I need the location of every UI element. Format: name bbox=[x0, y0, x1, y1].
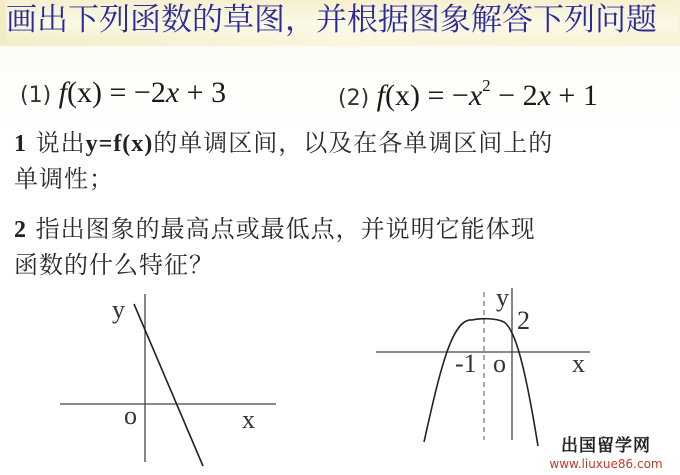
function-2-x-squared: x bbox=[468, 79, 483, 112]
function-2-number: (2) bbox=[338, 86, 370, 111]
question-2-text: 指出图象的最高点或最低点，并说明它能体现 bbox=[35, 215, 536, 243]
graph-2-y-label: y bbox=[496, 283, 509, 312]
function-1-number: (1) bbox=[20, 83, 52, 108]
function-1-f: f bbox=[58, 76, 68, 109]
question-1-text-b: 的单调区间，以及在各单调区间上的 bbox=[153, 129, 554, 157]
function-2-arg: (x) bbox=[385, 79, 420, 112]
graph-2-origin-label: o bbox=[493, 349, 506, 378]
graph-2-two-label: 2 bbox=[517, 306, 530, 335]
function-2-rhs-a: = − bbox=[427, 79, 469, 112]
graph-1-y-label: y bbox=[112, 295, 125, 324]
function-1-x: x bbox=[165, 76, 180, 109]
question-1-line-2: 单调性； bbox=[14, 165, 114, 193]
function-2-f: f bbox=[376, 79, 386, 112]
watermark-url: www.liuxue86.com bbox=[549, 457, 663, 471]
question-2-line-2: 函数的什么特征？ bbox=[14, 251, 214, 279]
function-2-rhs-b: − 2 bbox=[490, 79, 538, 112]
graph-2-parabola bbox=[424, 319, 538, 446]
question-1-bold: y=f(x) bbox=[85, 131, 154, 157]
question-2-number: 2 bbox=[14, 217, 27, 243]
question-1-number: 1 bbox=[14, 131, 27, 157]
slide-title: 画出下列函数的草图，并根据图象解答下列问题 bbox=[6, 0, 678, 40]
question-1-text-a: 说出 bbox=[35, 129, 86, 157]
graph-2-x-label: x bbox=[572, 349, 585, 378]
function-2-exponent: 2 bbox=[482, 76, 491, 95]
graph-1-x-label: x bbox=[242, 405, 255, 434]
function-2-x: x bbox=[537, 79, 551, 112]
function-2-rhs-c: + 1 bbox=[550, 79, 598, 112]
function-1-rhs-b: + 3 bbox=[179, 76, 227, 109]
function-1-rhs-a: = −2 bbox=[109, 76, 166, 109]
graph-2-neg-one-label: -1 bbox=[455, 349, 477, 378]
watermark bbox=[536, 436, 676, 474]
watermark-title: 出国留学网 bbox=[561, 436, 651, 456]
graph-1-origin-label: o bbox=[124, 401, 137, 430]
function-1-arg: (x) bbox=[67, 76, 102, 109]
